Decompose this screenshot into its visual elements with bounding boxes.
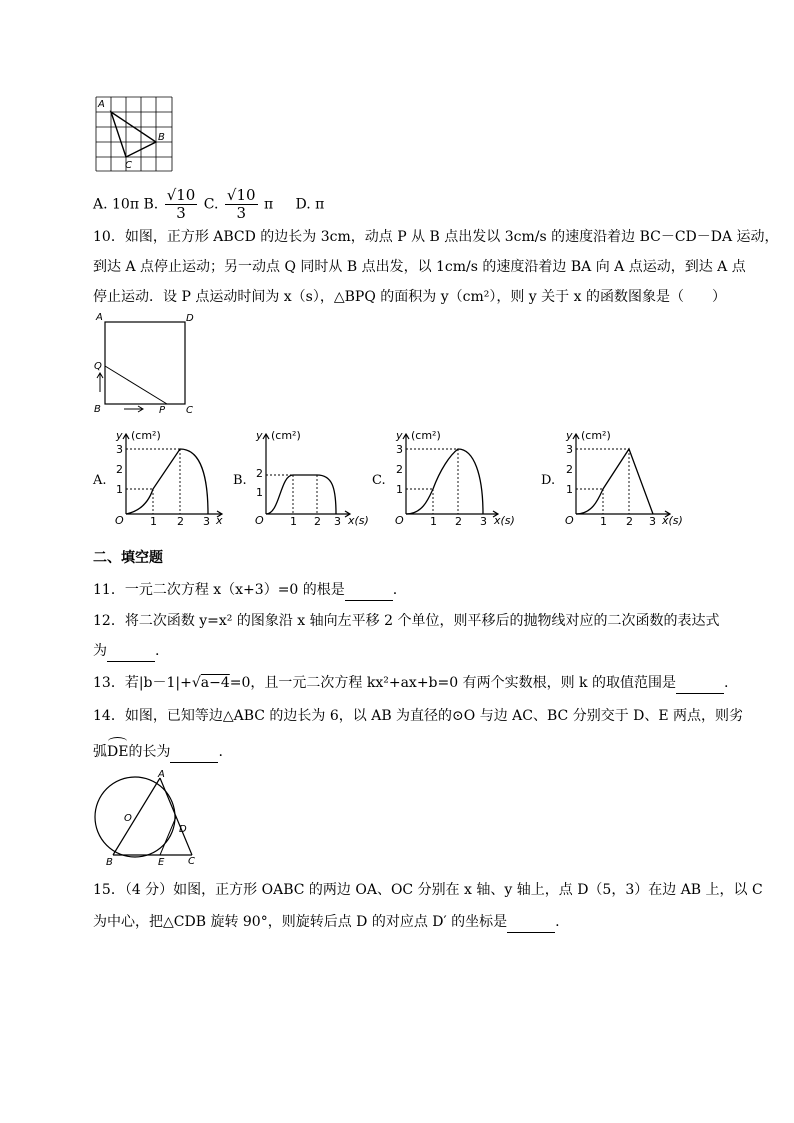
section-heading-fill-in: 二、填空题 <box>93 550 163 566</box>
q12-answer-blank <box>107 641 155 662</box>
graph-d-ytick-3: 3 <box>566 443 573 456</box>
q13-pre: 13．若|b－1|+ <box>93 675 192 691</box>
circle-label-o: O <box>124 813 132 824</box>
circle-label-b: B <box>106 857 113 866</box>
graph-b-ytick-2: 2 <box>256 467 263 480</box>
graph-d-xtick-1: 1 <box>600 515 607 528</box>
q13 <box>93 673 728 694</box>
square-abcd-figure <box>88 310 198 420</box>
graph-c-xtick-2: 2 <box>455 515 462 528</box>
q9-option-c-prefix: C. <box>203 196 219 213</box>
circle-label-e: E <box>158 857 165 866</box>
q10-line-3: 停止运动．设 P 点运动时间为 x（s），△BPQ 的面积为 y（cm²），则 y 关于 x 的函数图象是（ ） <box>93 289 726 305</box>
q9-option-c-den: 3 <box>236 204 247 222</box>
graph-a-y-unit: (cm²) <box>131 429 161 442</box>
q14-line-2-post: 的长为 <box>128 744 171 760</box>
q15-line-2 <box>93 912 560 933</box>
sqrt-sign-icon: √ <box>191 675 201 691</box>
q9-option-b-fraction <box>165 187 198 222</box>
graph-c-origin: O <box>395 514 404 527</box>
graph-c-xtick-1: 1 <box>430 515 437 528</box>
square-label-a: A <box>96 312 103 323</box>
circle-label-a: A <box>158 770 165 780</box>
graph-b-xtick-2: 2 <box>314 515 321 528</box>
q9-option-c-fraction <box>225 187 258 222</box>
graph-d-ytick-1: 1 <box>566 483 573 496</box>
q15-line-2-text: 为中心，把△CDB 旋转 90°，则旋转后点 D 的对应点 D′ 的坐标是 <box>93 914 508 930</box>
graph-a-x-label: x <box>216 514 223 527</box>
q9-option-b-prefix: B. <box>143 196 159 213</box>
grid-label-c: C <box>125 160 132 171</box>
graph-option-d <box>560 425 692 530</box>
q14-line-2-pre: 弧 <box>93 744 107 760</box>
q10-line-1: 10．如图，正方形 ABCD 的边长为 3cm，动点 P 从 B 点出发以 3cm/s 的速度沿着边 BC－CD－DA 运动， <box>93 229 779 245</box>
graph-option-b <box>250 425 375 530</box>
graph-a-ytick-1: 1 <box>116 483 123 496</box>
q9-options <box>93 187 324 222</box>
graph-b-y-unit: (cm²) <box>271 429 301 442</box>
q13-post: =0，且一元二次方程 kx²+ax+b=0 有两个实数根，则 k 的取值范围是 <box>229 675 676 691</box>
q9-option-b-num: √10 <box>166 186 196 204</box>
graph-a-origin: O <box>115 514 124 527</box>
graph-d-y-unit: (cm²) <box>581 429 611 442</box>
q9-option-c-suffix: π <box>264 196 274 213</box>
square-label-d: D <box>186 313 194 324</box>
graph-d-xtick-3: 3 <box>649 515 656 528</box>
graph-option-b-label: B. <box>233 473 247 488</box>
square-label-c: C <box>186 405 193 416</box>
q11-text: 11．一元二次方程 x（x+3）=0 的根是 <box>93 582 345 598</box>
q13-radicand: a−4 <box>200 675 230 691</box>
q14-line-2 <box>93 742 223 763</box>
circle-triangle-figure <box>88 770 203 866</box>
q12-line-2-text: 为 <box>93 643 107 659</box>
graph-b-ytick-1: 1 <box>256 486 263 499</box>
q14-end: . <box>218 744 223 760</box>
graph-d-origin: O <box>565 514 574 527</box>
q11-answer-blank <box>345 580 393 601</box>
grid-label-a: A <box>98 99 105 110</box>
square-label-q: Q <box>94 361 102 372</box>
graph-a-ytick-3: 3 <box>116 443 123 456</box>
circle-label-c: C <box>188 856 195 866</box>
graph-c-x-label: x(s) <box>494 514 515 527</box>
q14-arc-de: DE <box>107 744 129 760</box>
graph-option-c-label: C. <box>372 473 386 488</box>
q12-line-1: 12．将二次函数 y=x² 的图象沿 x 轴向左平移 2 个单位，则平移后的抛物线对应的二次函数的表达式 <box>93 613 720 629</box>
q9-option-b-den: 3 <box>176 204 186 222</box>
graph-c-ytick-3: 3 <box>396 443 403 456</box>
grid-label-b: B <box>158 132 165 143</box>
q10-line-2: 到达 A 点停止运动；另一动点 Q 同时从 B 点出发，以 1cm/s 的速度沿着边 BA 向 A 点运动，到达 A 点 <box>93 259 746 275</box>
graph-a-xtick-1: 1 <box>150 515 157 528</box>
q11 <box>93 580 397 601</box>
graph-b-origin: O <box>255 514 264 527</box>
graph-a-xtick-2: 2 <box>177 515 184 528</box>
graph-a-xtick-3: 3 <box>203 515 210 528</box>
graph-option-a <box>110 425 230 530</box>
graph-b-xtick-3: 3 <box>334 515 341 528</box>
q9-option-c-num: √10 <box>226 186 256 204</box>
q13-answer-blank <box>676 673 724 694</box>
graph-option-c <box>390 425 520 530</box>
graph-c-ytick-1: 1 <box>396 483 403 496</box>
graph-option-d-label: D. <box>541 473 556 488</box>
q14-answer-blank <box>170 742 218 763</box>
graph-d-x-label: x(s) <box>662 514 683 527</box>
graph-d-y-label: y <box>566 429 573 442</box>
q15-answer-blank <box>507 912 555 933</box>
q15-line-1: 15．（4 分）如图，正方形 OABC 的两边 OA、OC 分别在 x 轴、y 轴上，点 D（5，3）在边 AB 上，以 C <box>93 882 763 898</box>
graph-b-x-label: x(s) <box>348 514 369 527</box>
graph-option-a-label: A. <box>93 473 107 488</box>
graph-b-y-label: y <box>256 429 263 442</box>
graph-c-ytick-2: 2 <box>396 463 403 476</box>
q14-line-1: 14．如图，已知等边△ABC 的边长为 6，以 AB 为直径的⊙O 与边 AC、BC 分别交于 D、E 两点，则劣 <box>93 708 744 724</box>
grid-triangle-figure <box>95 96 175 172</box>
q11-end: . <box>392 582 398 598</box>
graph-a-ytick-2: 2 <box>116 463 123 476</box>
q13-end: . <box>723 675 729 691</box>
square-label-p: P <box>159 405 166 416</box>
graph-a-y-label: y <box>116 429 123 442</box>
q12-line-2 <box>93 641 159 662</box>
graph-c-y-unit: (cm²) <box>411 429 441 442</box>
q12-end: . <box>155 643 160 659</box>
graph-c-xtick-3: 3 <box>480 515 487 528</box>
q9-option-a: A. 10π <box>93 196 140 213</box>
q15-end: . <box>555 914 560 930</box>
graph-d-ytick-2: 2 <box>566 463 573 476</box>
graph-c-y-label: y <box>396 429 403 442</box>
square-label-b: B <box>94 404 101 415</box>
graph-d-xtick-2: 2 <box>626 515 633 528</box>
circle-label-d: D <box>179 824 187 835</box>
q9-option-d: D. π <box>295 196 325 213</box>
graph-b-xtick-1: 1 <box>290 515 297 528</box>
